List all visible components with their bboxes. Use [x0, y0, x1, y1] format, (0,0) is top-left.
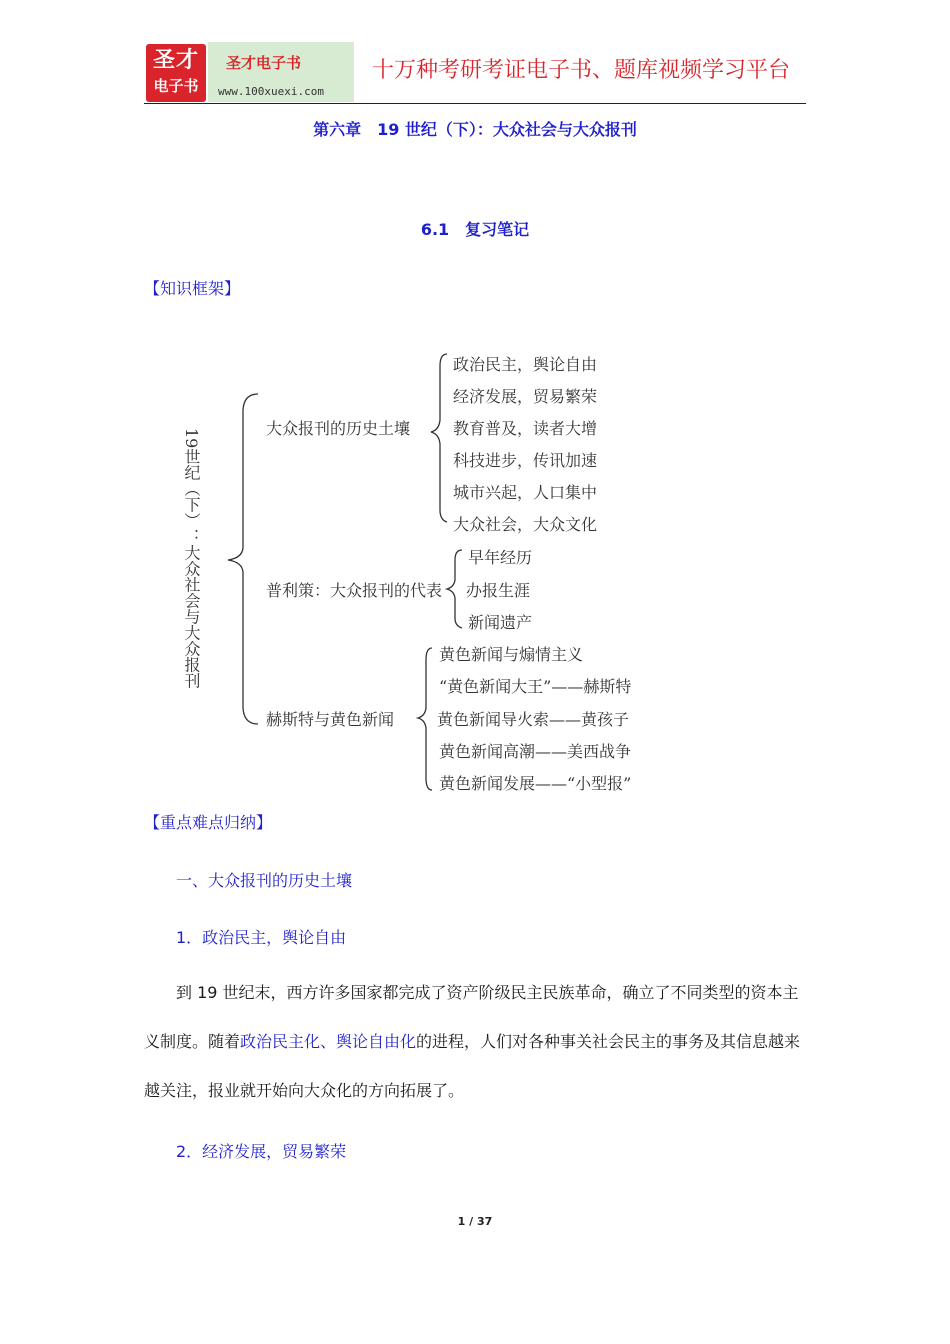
logo-bottom-text: 电子书 [153, 77, 199, 95]
branch3-brace [418, 648, 432, 790]
chapter-title: 第六章 19 世纪（下）：大众社会与大众报刊 [313, 120, 637, 139]
leaf-item: “黄色新闻大王”——赫斯特 [439, 677, 632, 696]
paragraph-1-before: 到 19 世纪末，西方许多国家都完成了资产阶级民主民族革命，确立了不同类型的资本主义制度。随着 [144, 983, 799, 1051]
mindmap-root: 19世纪（下）：大众社会与大众报刊 [182, 428, 201, 689]
key-points-label: 【重点难点归纳】 [144, 813, 273, 832]
leaf-item: 办报生涯 [466, 581, 531, 600]
branch2-brace [447, 550, 462, 628]
publisher-logo [146, 44, 206, 102]
header-divider [144, 103, 806, 104]
subheading-1: 1．政治民主，舆论自由 [176, 928, 347, 947]
leaf-item: 早年经历 [468, 548, 533, 567]
subheading-2: 2．经济发展，贸易繁荣 [176, 1142, 347, 1161]
header-slogan: 十万种考研考证电子书、题库视频学习平台 [372, 58, 791, 83]
leaf-item: 经济发展，贸易繁荣 [453, 387, 598, 406]
brand-name: 圣才电子书 [226, 54, 302, 72]
leaf-item: 黄色新闻发展——“小型报” [439, 774, 632, 793]
leaf-item: 黄色新闻与煽情主义 [439, 645, 584, 664]
root-brace [228, 394, 258, 724]
leaf-item: 科技进步，传讯加速 [453, 451, 598, 470]
leaf-item: 黄色新闻高潮——美西战争 [439, 742, 632, 761]
section-title: 6.1 复习笔记 [420, 220, 530, 239]
branch-label: 赫斯特与黄色新闻 [266, 710, 395, 729]
branch-label: 大众报刊的历史土壤 [266, 419, 411, 438]
leaf-item: 城市兴起，人口集中 [453, 483, 598, 502]
logo-top-text: 圣才 [152, 48, 199, 73]
leaf-item: 教育普及，读者大增 [453, 419, 598, 438]
branch1-brace [431, 354, 447, 522]
brand-url: www.100xuexi.com [218, 85, 324, 98]
paragraph-1-after: 的进程，人们对各种事关社会民主的事务及其信息越来越关注，报业就开始向大众化的方向拓展了。 [144, 1032, 801, 1100]
leaf-item: 新闻遗产 [468, 613, 533, 632]
framework-label: 【知识框架】 [144, 279, 241, 298]
leaf-item: 政治民主，舆论自由 [453, 355, 598, 374]
brand-box [208, 42, 354, 102]
heading-1: 一、大众报刊的历史土壤 [176, 871, 353, 890]
paragraph-1 [144, 968, 808, 1115]
leaf-item: 大众社会，大众文化 [453, 515, 598, 534]
paragraph-1-highlight: 政治民主化、舆论自由化 [240, 1032, 417, 1051]
leaf-item: 黄色新闻导火索——黄孩子 [437, 710, 630, 729]
page-number: 1 / 37 [457, 1215, 493, 1228]
branch-label: 普利策：大众报刊的代表 [266, 581, 443, 600]
